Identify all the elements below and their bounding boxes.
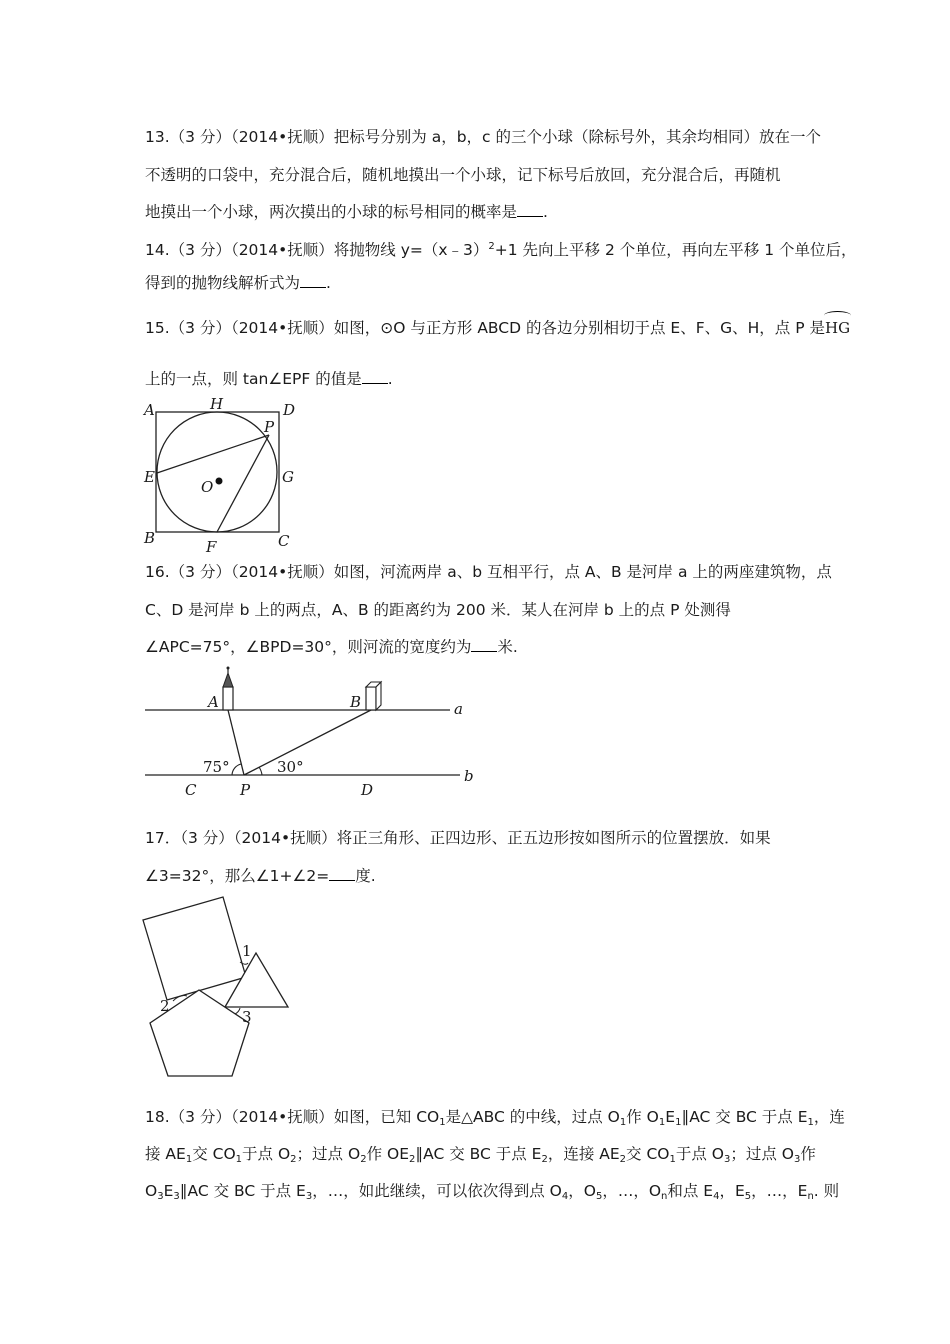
q16-line1: 16.（3 分）（2014•抚顺）如图，河流两岸 a、b 互相平行，点 A、B 是河岸 a 上的两座建筑物，点 [145,563,832,581]
label-b: B [350,693,362,711]
q16-figure [140,665,485,800]
label-river-b: b [464,767,474,785]
q16-line2: C、D 是河岸 b 上的两点，A、B 的距离约为 200 米．某人在河岸 b 上的点 P 处测得 [145,601,731,619]
q13-line1: 13.（3 分）（2014•抚顺）把标号分别为 a，b，c 的三个小球（除标号外，其余均相同）放在一个 [145,128,821,146]
q18-line1: 18.（3 分）（2014•抚顺）如图，已知 $CO_1$是△ABC 的中线，过点 $O_1$作 $O_1E_1\parallel AC$ 交 BC 于点 $E_1$，连 [145,1108,845,1128]
q18-line2: 接 $AE_1$交 $CO_1$于点 $O_2$；过点 $O_2$作 $OE_2\parallel AC$ 交 BC 于点 $E_2$，连接 $AE_2$交 $CO_1$于点 $O_3$；过点 $O_3$作 [145,1145,816,1165]
answer-blank [362,369,388,384]
label-d: D [361,781,374,799]
angle-75: 75° [203,758,230,776]
label-a: A [208,693,219,711]
label-o: O [201,478,214,496]
label-g: G [282,468,294,486]
angle-3: 3 [242,1008,252,1026]
answer-blank [329,866,355,881]
label-p: P [264,418,275,436]
q15-line1: 15.（3 分）（2014•抚顺）如图，⊙O 与正方形 ABCD 的各边分别相切于点 E、F、G、H，点 P 是HG [145,319,851,337]
q13-line3: 地摸出一个小球，两次摸出的小球的标号相同的概率是 . [145,203,548,221]
q15-figure [140,395,310,555]
label-e: E [144,468,155,486]
q13-line2: 不透明的口袋中，充分混合后，随机地摸出一个小球，记下标号后放回，充分混合后，再随机 [145,166,781,184]
label-c: C [278,532,290,550]
q16-line3: ∠APC=75°，∠BPD=30°，则河流的宽度约为 米. [145,638,518,656]
q18-line3: $O_3E_3\parallel AC$ 交 BC 于点 $E_3$，…，如此继续，可以依次得到点 $O_4$，$O_5$，…，$O_n$和点 $E_4$，$E_5$，…，$E_n$. 则 [145,1182,840,1202]
label-p: P [240,781,251,799]
q17-line2: ∠3=32°，那么∠1+∠2= 度. [145,867,376,885]
q17-figure [140,890,300,1085]
label-c: C [185,781,197,799]
label-river-a: a [454,700,463,718]
q14-line2: 得到的抛物线解析式为 . [145,274,331,292]
answer-blank [471,637,497,652]
angle-2: 2 [160,997,170,1015]
label-h: H [210,395,224,413]
label-d: D [283,401,296,419]
angle-30: 30° [277,758,304,776]
label-a: A [144,401,155,419]
label-b: B [144,529,156,547]
q15-line2: 上的一点，则 tan∠EPF 的值是 . [145,370,393,388]
q14-line1: 14.（3 分）（2014•抚顺）将抛物线 y=（x﹣3）$^2$+1 先向上平移 2 个单位，再向左平移 1 个单位后， [145,241,857,259]
answer-blank [517,202,543,217]
angle-1: 1 [242,942,252,960]
answer-blank [300,273,326,288]
arc-hg: HG [824,319,851,337]
label-f: F [206,538,217,556]
q17-line1: 17．（3 分）（2014•抚顺）将正三角形、正四边形、正五边形按如图所示的位置摆放．如果 [145,829,771,847]
